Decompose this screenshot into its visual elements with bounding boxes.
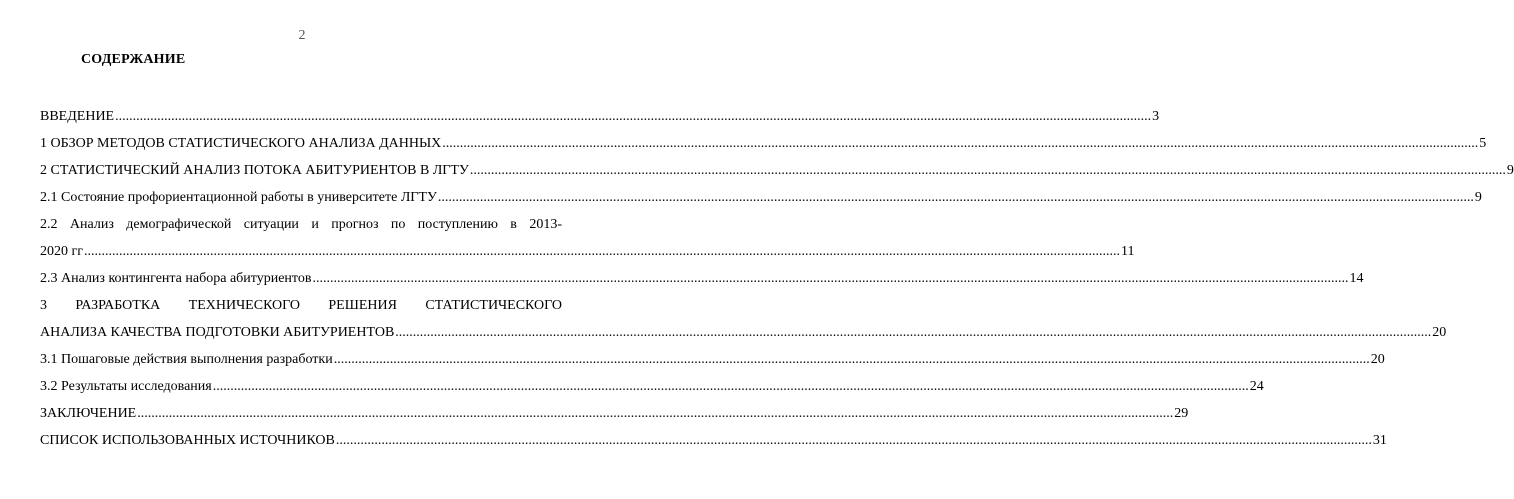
dot-leader — [137, 400, 1173, 427]
toc-entry-section-3-2 — [40, 373, 1264, 400]
toc-entry-text: ВВЕДЕНИЕ — [40, 109, 115, 124]
toc-entry-page: 20 — [1370, 352, 1385, 367]
toc-entry-text: 2.1 Состояние профориентационной работы в университете ЛГТУ — [40, 190, 437, 205]
toc-entry-text: 3.1 Пошаговые действия выполнения разработки — [40, 352, 333, 367]
toc-entry-text-line2: 2020 гг — [40, 244, 83, 259]
toc-title: СОДЕРЖАНИЕ — [81, 52, 186, 67]
toc-entry-text: СПИСОК ИСПОЛЬЗОВАННЫХ ИСТОЧНИКОВ — [40, 433, 335, 448]
dot-leader — [395, 319, 1431, 346]
dot-leader — [84, 238, 1120, 265]
toc-entry-section-2-3 — [40, 265, 1364, 292]
toc-entry-page: 5 — [1479, 136, 1487, 151]
toc-entry-references — [40, 427, 1387, 454]
table-of-contents — [40, 103, 1514, 454]
dot-leader — [336, 427, 1372, 454]
dot-leader — [438, 184, 1474, 211]
toc-entry-page: 9 — [1474, 190, 1482, 205]
dot-leader — [470, 157, 1506, 184]
toc-entry-page: 14 — [1349, 271, 1364, 286]
toc-entry-chapter-2 — [40, 157, 1514, 184]
toc-entry-page: 24 — [1249, 379, 1264, 394]
toc-entry-text-line2: АНАЛИЗА КАЧЕСТВА ПОДГОТОВКИ АБИТУРИЕНТОВ — [40, 325, 395, 340]
toc-entry-text: 1 ОБЗОР МЕТОДОВ СТАТИСТИЧЕСКОГО АНАЛИЗА ДАННЫХ — [40, 136, 442, 151]
toc-entry-page: 3 — [1152, 109, 1160, 124]
toc-entry-text: 3.2 Результаты исследования — [40, 379, 212, 394]
toc-entry-page: 9 — [1506, 163, 1514, 178]
toc-entry-introduction — [40, 103, 1160, 130]
toc-entry-page: 29 — [1174, 406, 1189, 421]
toc-entry-section-3-1 — [40, 346, 1385, 373]
toc-entry-text: ЗАКЛЮЧЕНИЕ — [40, 406, 137, 421]
toc-entry-section-2-2 — [40, 211, 1135, 265]
toc-entry-page: 20 — [1432, 325, 1447, 340]
toc-entry-section-2-1 — [40, 184, 1482, 211]
dot-leader — [115, 103, 1151, 130]
toc-entry-page: 31 — [1372, 433, 1387, 448]
toc-entry-page: 11 — [1120, 244, 1135, 259]
dot-leader — [312, 265, 1348, 292]
dot-leader — [442, 130, 1478, 157]
toc-entry-conclusion — [40, 400, 1189, 427]
toc-entry-text: 2 СТАТИСТИЧЕСКИЙ АНАЛИЗ ПОТОКА АБИТУРИЕНТОВ В ЛГТУ — [40, 163, 469, 178]
toc-entry-chapter-3 — [40, 292, 1447, 346]
page-number: 2 — [298, 28, 306, 43]
toc-entry-text-line1: 2.2 Анализ демографической ситуации и прогноз по поступлению в 2013- — [40, 217, 562, 232]
toc-entry-text-line1: 3 РАЗРАБОТКА ТЕХНИЧЕСКОГО РЕШЕНИЯ СТАТИСТИЧЕСКОГО — [40, 298, 562, 313]
toc-entry-chapter-1 — [40, 130, 1487, 157]
dot-leader — [213, 373, 1249, 400]
dot-leader — [334, 346, 1370, 373]
toc-entry-text: 2.3 Анализ контингента набора абитуриентов — [40, 271, 312, 286]
